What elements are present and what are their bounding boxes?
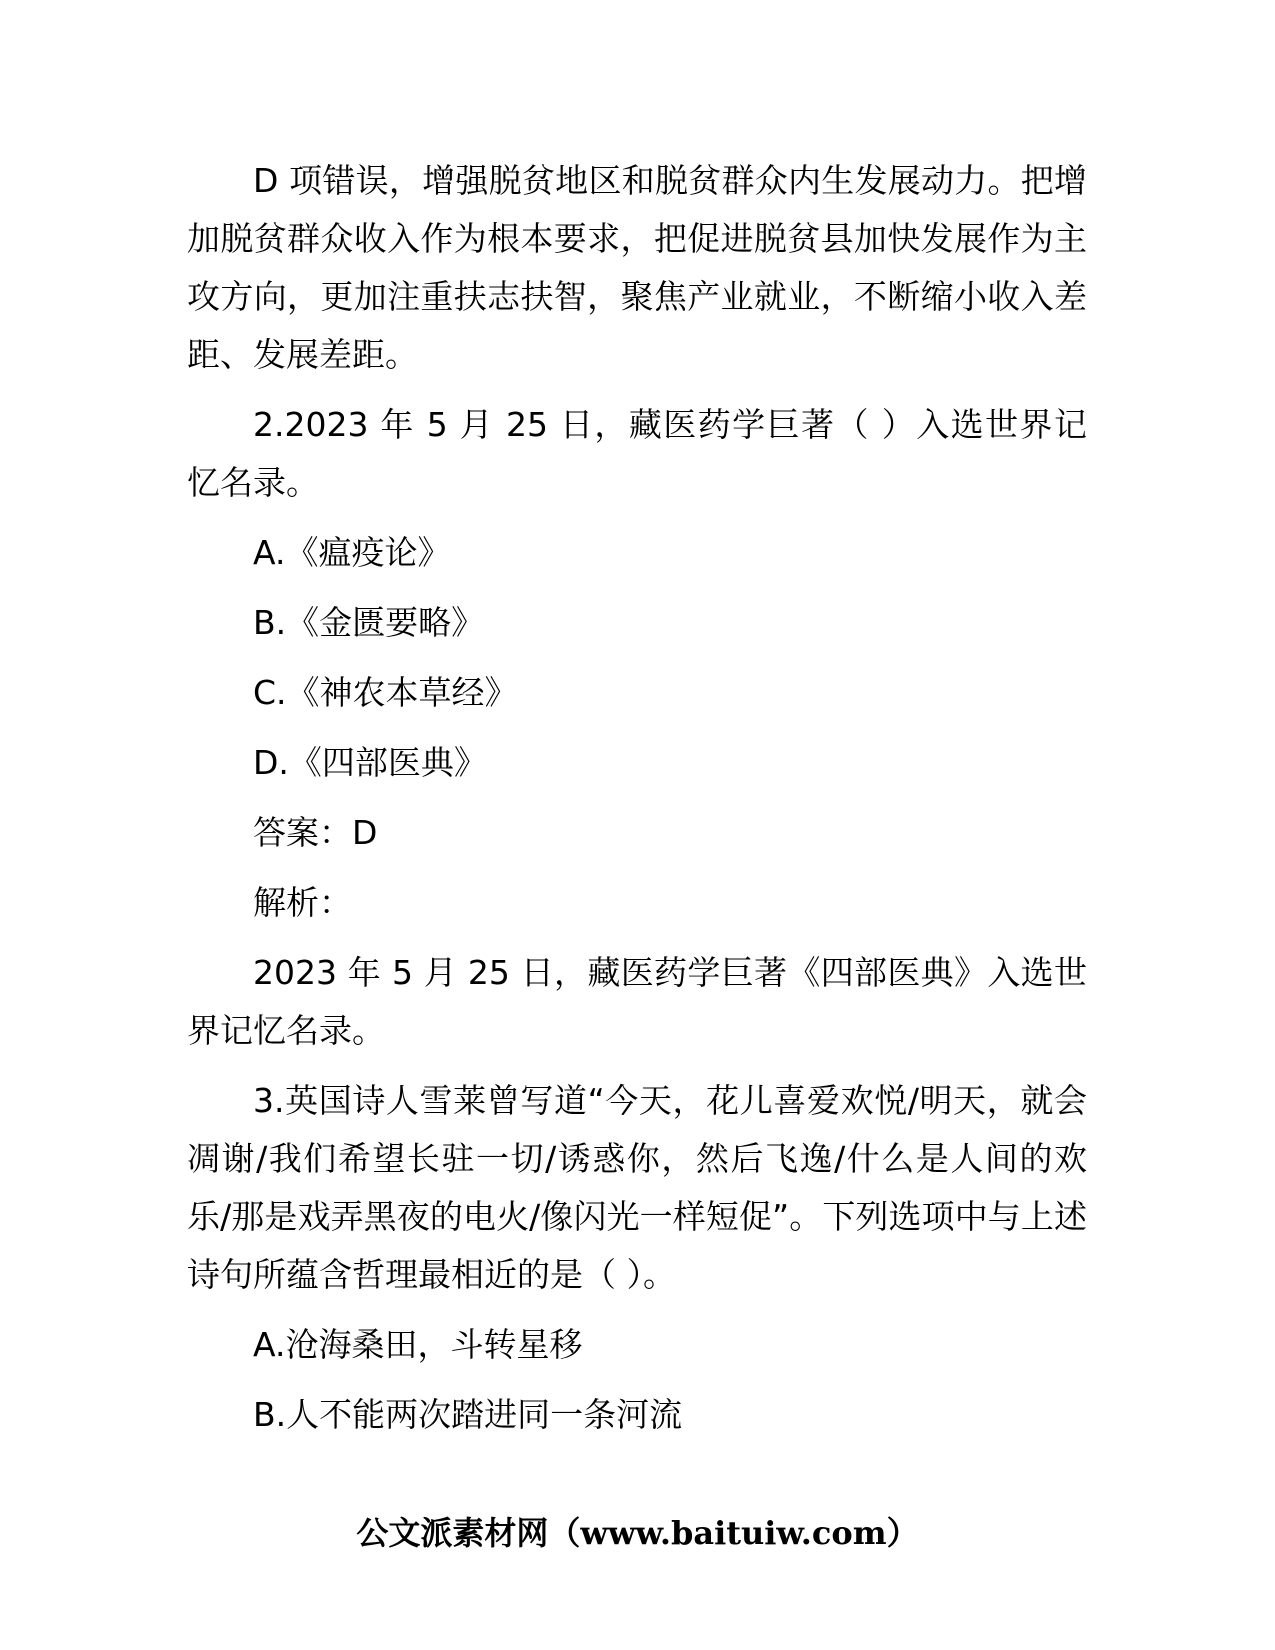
question-3-option-a: A.沧海桑田，斗转星移 [253, 1325, 583, 1364]
question-2-analysis: 2023 年 5 月 25 日，藏医药学巨著《四部医典》入选世界记忆名录。 [187, 953, 1087, 1050]
question-2-option-a: A.《瘟疫论》 [253, 533, 451, 572]
question-2-option-c: C.《神农本草经》 [253, 673, 518, 712]
question-2-option-d: D.《四部医典》 [253, 743, 487, 782]
document-body [187, 152, 1087, 1456]
question-2: 2.2023 年 5 月 25 日，藏医药学巨著（ ）入选世界记忆名录。 [187, 405, 1087, 502]
question-3: 3.英国诗人雪莱曾写道“今天，花儿喜爱欢悦/明天，就会凋谢/我们希望长驻一切/诱惑你，然后飞逸/什么是人间的欢乐/那是戏弄黑夜的电火/像闪光一样短促”。下列选项中与上述诗句所蕴含哲理最相近的是（ ）。 [187, 1081, 1087, 1294]
question-2-answer: 答案：D [253, 813, 378, 852]
question-2-option-b: B.《金匮要略》 [253, 603, 485, 642]
paragraph-option-d-explanation: D 项错误，增强脱贫地区和脱贫群众内生发展动力。把增加脱贫群众收入作为根本要求，把促进脱贫县加快发展作为主攻方向，更加注重扶志扶智，聚焦产业就业，不断缩小收入差距、发展差距。 [187, 161, 1087, 374]
question-3-option-b: B.人不能两次踏进同一条河流 [253, 1395, 683, 1434]
question-2-analysis-label: 解析： [253, 883, 352, 922]
page-footer: 公文派素材网（www.baituiw.com） [356, 1514, 919, 1552]
